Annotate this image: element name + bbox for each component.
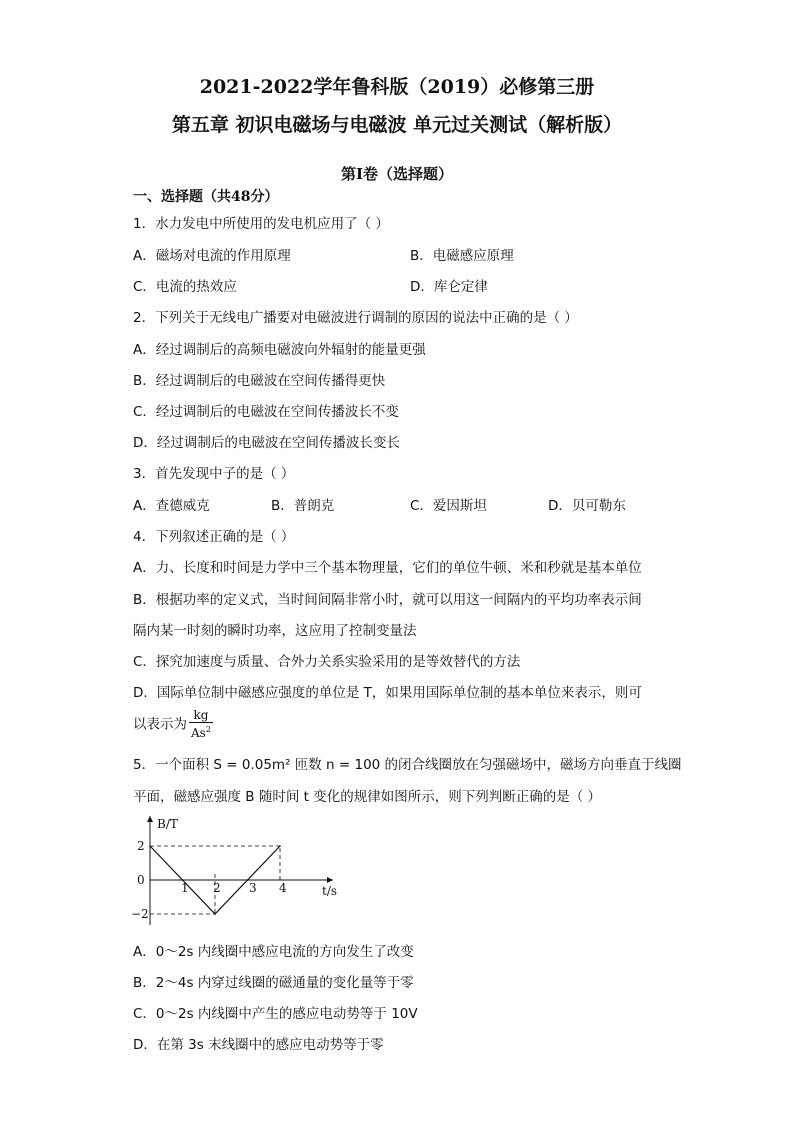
q5-option-c: C．0～2s 内线圈中产生的感应电动势等于 10V: [133, 1006, 418, 1022]
q3-stem: 3．首先发现中子的是（ ）: [133, 466, 295, 482]
x-tick-3: 3: [249, 881, 257, 895]
q1-option-c: C．电流的热效应: [133, 279, 237, 295]
data-point: [149, 845, 151, 847]
q5-option-a: A．0～2s 内线圈中感应电流的方向发生了改变: [133, 944, 414, 960]
q5-option-d: D．在第 3s 末线圈中的感应电动势等于零: [133, 1037, 384, 1053]
y-axis-label: B/T: [157, 817, 178, 831]
y-tick-0: 0: [137, 873, 145, 887]
x-tick-4: 4: [279, 881, 287, 895]
chapter-title: 第五章 初识电磁场与电磁波 单元过关测试（解析版）: [171, 114, 623, 136]
q4-stem: 4．下列叙述正确的是（ ）: [133, 529, 295, 545]
q4-option-b-line2: 隔内某一时刻的瞬时功率，这应用了控制变量法: [133, 623, 417, 639]
unit-fraction: [189, 709, 213, 740]
q5-option-b: B．2～4s 内穿过线圈的磁通量的变化量等于零: [133, 975, 414, 991]
q4-option-b-line1: B．根据功率的定义式，当时间间隔非常小时，就可以用这一间隔内的平均功率表示间: [133, 592, 642, 608]
x-axis-label: t/s: [322, 884, 338, 898]
volume-title: 第I卷（选择题）: [340, 165, 454, 183]
q4-option-d-line1: D．国际单位制中磁感应强度的单位是 T，如果用国际单位制的基本单位来表示，则可: [133, 685, 642, 701]
paper-title: 2021-2022学年鲁科版（2019）必修第三册: [199, 76, 595, 98]
fraction-denominator: As$^2$: [191, 725, 211, 740]
q3-option-c: C．爱因斯坦: [410, 498, 487, 514]
data-point: [279, 845, 281, 847]
y-tick-neg2: −2: [131, 907, 149, 921]
q4-option-d-prefix: 以表示为: [133, 716, 187, 733]
section-heading: 一、选择题（共48分）: [133, 189, 279, 205]
q3-option-b: B．普朗克: [271, 498, 335, 514]
q2-option-b: B．经过调制后的电磁波在空间传播得更快: [133, 373, 386, 389]
q2-option-c: C．经过调制后的电磁波在空间传播波长不变: [133, 404, 399, 420]
q2-option-d: D．经过调制后的电磁波在空间传播波长变长: [133, 435, 400, 451]
q1-option-d: D．库仑定律: [410, 279, 488, 295]
b-t-graph: [128, 810, 348, 930]
q3-option-a: A．查德威克: [133, 498, 210, 514]
q1-stem: 1．水力发电中所使用的发电机应用了（ ）: [133, 216, 389, 232]
x-tick-2: 2: [213, 881, 221, 895]
q3-option-d: D．贝可勒东: [548, 498, 626, 514]
q1-option-a: A．磁场对电流的作用原理: [133, 248, 291, 264]
x-tick-1: 1: [181, 881, 189, 895]
q4-option-c: C．探究加速度与质量、合外力关系实验采用的是等效替代的方法: [133, 654, 521, 670]
q2-option-a: A．经过调制后的高频电磁波向外辐射的能量更强: [133, 342, 426, 358]
q1-option-b: B．电磁感应原理: [410, 248, 514, 264]
y-tick-2: 2: [137, 839, 145, 853]
q5-stem-line1: 5．一个面积 S = 0.05m² 匝数 n = 100 的闭合线圈放在匀强磁场中，磁场方向垂直于线圈: [133, 757, 682, 773]
q2-stem: 2．下列关于无线电广播要对电磁波进行调制的原因的说法中正确的是（ ）: [133, 310, 578, 326]
fraction-numerator: kg: [189, 709, 213, 723]
y-axis-arrow: [147, 816, 153, 822]
data-point: [214, 913, 216, 915]
q5-stem-line2: 平面，磁感应强度 B 随时间 t 变化的规律如图所示，则下列判断正确的是（ ）: [133, 789, 602, 805]
q4-option-d-line2: [133, 709, 213, 740]
q4-option-a: A．力、长度和时间是力学中三个基本物理量，它们的单位牛顿、米和秒就是基本单位: [133, 560, 642, 576]
x-axis-arrow: [327, 877, 333, 883]
